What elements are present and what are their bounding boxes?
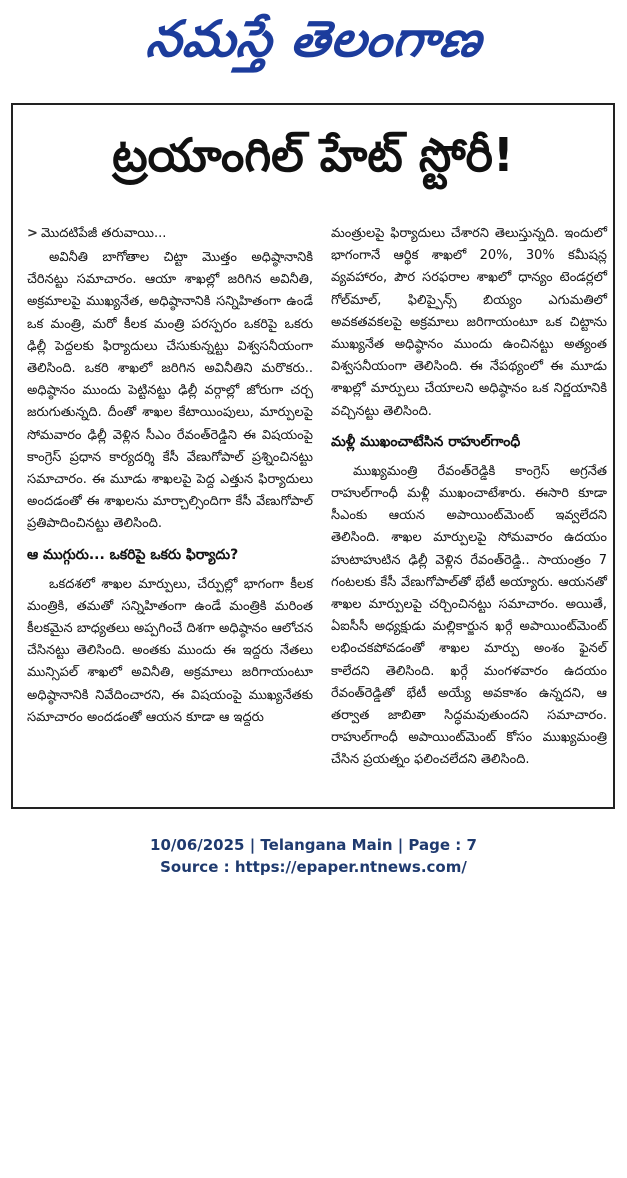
right-subheading: మళ్లీ ముఖంచాటేసిన రాహుల్‌గాంధీ (331, 433, 521, 450)
chevron-right-icon: > (27, 226, 38, 241)
continuation-kicker (27, 223, 313, 245)
article-headline: ట్రయాంగిల్ హేట్ స్టోరీ! (112, 128, 514, 182)
right-paragraph-2: ముఖ్యమంత్రి రేవంత్‌రెడ్డికి కాంగ్రెస్ అగ్రనేత రాహుల్‌గాంధీ మళ్లీ ముఖంచాటేశారు. ఈసారి కూడా సీఎంకు ఆయన అపాయింట్‌మెంట్ ఇవ్వలేదని తెలిసింది. శాఖల మార్పులపై సోమవారం ఉదయం హుటాహుటిన ఢిల్లీ వెళ్లిన రేవంత్‌రెడ్డి.. సాయంత్రం 7 గంటలకు కేసీ వేణుగోపాల్‌తో భేటీ అయ్యారు. ఆయనతో శాఖల మార్పులపై చర్చించినట్టు సమాచారం. అయితే, ఏఐసీసీ అధ్యక్షుడు మల్లికార్జున ఖర్గే అపాయింట్‌మెంట్ లభించకపోవడంతో శాఖల మార్పు అంశం ఫైనల్ కాలేదని తెలిసింది. ఖర్గే మంగళవారం ఉదయం రేవంత్‌రెడ్డితో భేటీ అయ్యే అవకాశం ఉన్నదని, ఆ తర్వాత జాబితా సిద్ధమవుతుందని సమాచారం. రాహుల్‌గాంధీ అపాయింట్‌మెంట్ కోసం ముఖ్యమంత్రి చేసిన ప్రయత్నం ఫలించలేదని తెలిసింది. (331, 463, 607, 768)
left-subheading: ఆ ముగ్గురు... ఒకరిపై ఒకరు ఫిర్యాదు? (27, 546, 239, 563)
right-paragraph-1: మంత్రులపై ఫిర్యాదులు చేశారని తెలుస్తున్నది. ఇందులో భాగంగానే ఆర్థిక శాఖలో 20%, 30% కమీషన్ల వ్యవహారం, పౌర సరఫరాల శాఖలో ధాన్యం టెండర్లలో గోల్‌మాల్, ఫిలిప్పైన్స్ బియ్యం ఎగుమతిలో అవకతవకలపై అక్రమాలు జరిగాయంటూ ఒక చిట్టాను ముఖ్యనేత అధిష్ఠానం ముందు ఉంచినట్టు అత్యంత విశ్వసనీయంగా తెలిసింది. ఈ నేపథ్యంలో ఈ మూడు శాఖల్లో మార్పులు చేయాలని అధిష్ఠానం ఒక నిర్ణయానికి వచ్చినట్టు తెలిసింది. (331, 226, 607, 419)
left-column (27, 223, 313, 729)
article-clipping (11, 103, 615, 809)
footer-source-line: Source : https://epaper.ntnews.com/ (160, 858, 467, 876)
kicker-text: మొదటిపేజీ తరువాయి... (41, 226, 167, 241)
right-column (331, 223, 607, 772)
masthead-logo-text: నమస్తే తెలంగాణ (143, 10, 486, 68)
masthead (0, 0, 627, 92)
left-paragraph-1: అవినీతి బాగోతాల చిట్టా మొత్తం అధిష్ఠానానికి చేరినట్టు సమాచారం. ఆయా శాఖల్లో జరిగిన అవినీతి, అక్రమాలపై ముఖ్యనేత, అధిష్ఠానానికి సన్నిహితంగా ఉండే ఒక మంత్రి, మరో కీలక మంత్రి పరస్పరం ఒకరిపై ఒకరు ఢిల్లీ పెద్దలకు ఫిర్యాదులు చేసుకున్నట్టు విశ్వసనీయంగా తెలిసింది. ఒకరి శాఖలో జరిగిన అవినీతిని మరొకరు.. అధిష్ఠానం ముందు పెట్టినట్టు ఢిల్లీ వర్గాల్లో జోరుగా చర్చ జరుగుతున్నది. దీంతో శాఖల కేటాయింపులు, మార్పులపై సోమవారం ఢిల్లీ వెళ్లిన సీఎం రేవంత్‌రెడ్డిని ఈ విషయంపై కాంగ్రెస్ ప్రధాన కార్యదర్శి కేసీ వేణుగోపాల్ ప్రశ్నించినట్టు సమాచారం. ఈ మూడు శాఖలపై పెద్ద ఎత్తున ఫిర్యాదులు అందడంతో ఈ శాఖలను మార్చాల్సిందిగా కేసీ వేణుగోపాల్ ప్రతిపాదించినట్టు తెలిసింది. (27, 250, 313, 532)
footer-date-line: 10/06/2025 | Telangana Main | Page : 7 (150, 836, 477, 854)
left-paragraph-2: ఒకదశలో శాఖల మార్పులు, చేర్పుల్లో భాగంగా కీలక మంత్రికి, తమతో సన్నిహితంగా ఉండే మంత్రికి మరింత కీలకమైన బాధ్యతలు అప్పగించే దిశగా అధిష్ఠానం ఆలోచన చేసినట్టు తెలిసింది. అంతకు ముందు ఈ ఇద్దరు నేతలు మున్సిపల్ శాఖలో అవినీతి, అక్రమాలు జరిగాయంటూ అధిష్ఠానానికి నివేదించారని, ఈ విషయంపై ముఖ్యనేతకు సమాచారం అందడంతో ఆయన కూడా ఆ ఇద్దరు (27, 576, 313, 725)
